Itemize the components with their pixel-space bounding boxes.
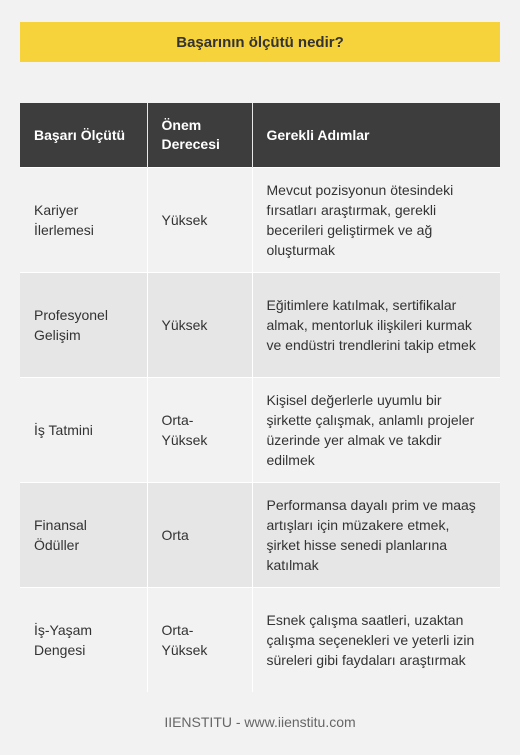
criterion-cell: İş Tatmini (20, 378, 147, 483)
table-row (20, 273, 500, 378)
importance-cell: Orta-Yüksek (147, 378, 252, 483)
table-row (20, 483, 500, 588)
table-header-row (20, 103, 500, 168)
steps-cell: Performansa dayalı prim ve maaş artışları için müzakere etmek, şirket hisse senedi planlarına katılmak (252, 483, 500, 588)
criterion-cell: Finansal Ödüller (20, 483, 147, 588)
header-required-steps: Gerekli Adımlar (252, 103, 500, 168)
table-row (20, 378, 500, 483)
header-importance: Önem Derecesi (147, 103, 252, 168)
criterion-cell: İş-Yaşam Dengesi (20, 588, 147, 693)
importance-cell: Yüksek (147, 168, 252, 273)
importance-cell: Orta-Yüksek (147, 588, 252, 693)
steps-cell: Mevcut pozisyonun ötesindeki fırsatları araştırmak, gerekli becerileri geliştirmek ve ağ oluşturmak (252, 168, 500, 273)
importance-cell: Orta (147, 483, 252, 588)
criterion-cell: Profesyonel Gelişim (20, 273, 147, 378)
table-row (20, 168, 500, 273)
header-success-criterion: Başarı Ölçütü (20, 103, 147, 168)
steps-cell: Eğitimlere katılmak, sertifikalar almak, mentorluk ilişkileri kurmak ve endüstri trendlerini takip etmek (252, 273, 500, 378)
criteria-table (20, 103, 500, 692)
criterion-cell: Kariyer İlerlemesi (20, 168, 147, 273)
table-row (20, 588, 500, 693)
steps-cell: Kişisel değerlerle uyumlu bir şirkette çalışmak, anlamlı projeler üzerinde yer almak ve takdir edilmek (252, 378, 500, 483)
footer-credit: IIENSTITU - www.iienstitu.com (164, 714, 356, 730)
steps-cell: Esnek çalışma saatleri, uzaktan çalışma seçenekleri ve yeterli izin süreleri gibi faydaları araştırmak (252, 588, 500, 693)
page-title: Başarının ölçütü nedir? (20, 22, 500, 62)
importance-cell: Yüksek (147, 273, 252, 378)
